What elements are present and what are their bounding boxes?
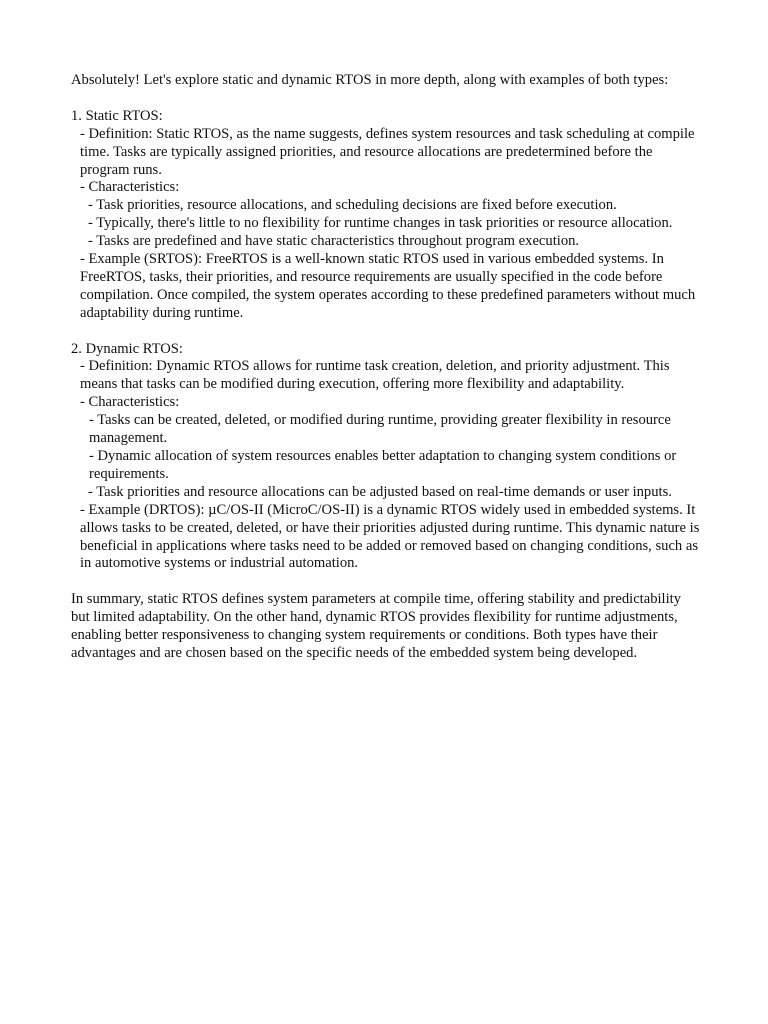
paragraph-gap (71, 323, 701, 341)
static-rtos-characteristic-item: - Typically, there's little to no flexibility for runtime changes in task priorities or resource allocation. (88, 215, 673, 232)
dynamic-rtos-characteristics-label: - Characteristics: (80, 394, 180, 411)
static-rtos-definition: - Definition: Static RTOS, as the name suggests, defines system resources and task scheduling at compile time. Tasks are typically assigned priorities, and resource allocations are predetermined before the program runs. (80, 125, 699, 178)
dynamic-rtos-characteristic-item: - Tasks can be created, deleted, or modified during runtime, providing greater flexibility in resource management. (89, 412, 675, 447)
dynamic-rtos-characteristic-item: - Dynamic allocation of system resources enables better adaptation to changing system conditions or requirements. (89, 448, 680, 482)
static-rtos-characteristic-item: - Task priorities, resource allocations, and scheduling decisions are fixed before execution. (88, 197, 617, 214)
dynamic-rtos-heading: 2. Dynamic RTOS: (71, 340, 183, 357)
intro-paragraph: Absolutely! Let's explore static and dynamic RTOS in more depth, along with examples of both types: (71, 72, 669, 88)
summary-paragraph: In summary, static RTOS defines system parameters at compile time, offering stability and predictability but limited adaptability. On the other hand, dynamic RTOS provides flexibility for runtime adjustments, enabling better responsiveness to changing system requirements or conditions. Both types have their advantages and are chosen based on the specific needs of the embedded system being developed. (71, 591, 685, 661)
dynamic-rtos-definition: - Definition: Dynamic RTOS allows for runtime task creation, deletion, and priority adjustment. This means that tasks can be modified during execution, offering more flexibility and adaptability. (80, 358, 674, 393)
static-rtos-characteristic-item: - Tasks are predefined and have static characteristics throughout program execution. (88, 233, 580, 250)
dynamic-rtos-characteristic-item: - Task priorities and resource allocations can be adjusted based on real-time demands or user inputs. (88, 483, 672, 500)
static-rtos-characteristics-label: - Characteristics: (80, 179, 180, 196)
paragraph-gap (71, 90, 701, 108)
dynamic-rtos-example: - Example (DRTOS): µC/OS-II (MicroC/OS-II) is a dynamic RTOS widely used in embedded systems. It allows tasks to be created, deleted, or have their priorities adjusted during runtime. This dynamic nature is beneficial in applications where tasks need to be added or removed based on changing conditions, such as in automotive systems or industrial automation. (80, 501, 704, 572)
static-rtos-heading: 1. Static RTOS: (71, 107, 163, 124)
static-rtos-example: - Example (SRTOS): FreeRTOS is a well-known static RTOS used in various embedded systems. In FreeRTOS, tasks, their priorities, and resource requirements are usually specified in the code before compilation. Once compiled, the system operates according to these predefined parameters without much adaptability during runtime. (80, 251, 699, 321)
document-body (71, 72, 704, 663)
paragraph-gap (71, 573, 701, 591)
